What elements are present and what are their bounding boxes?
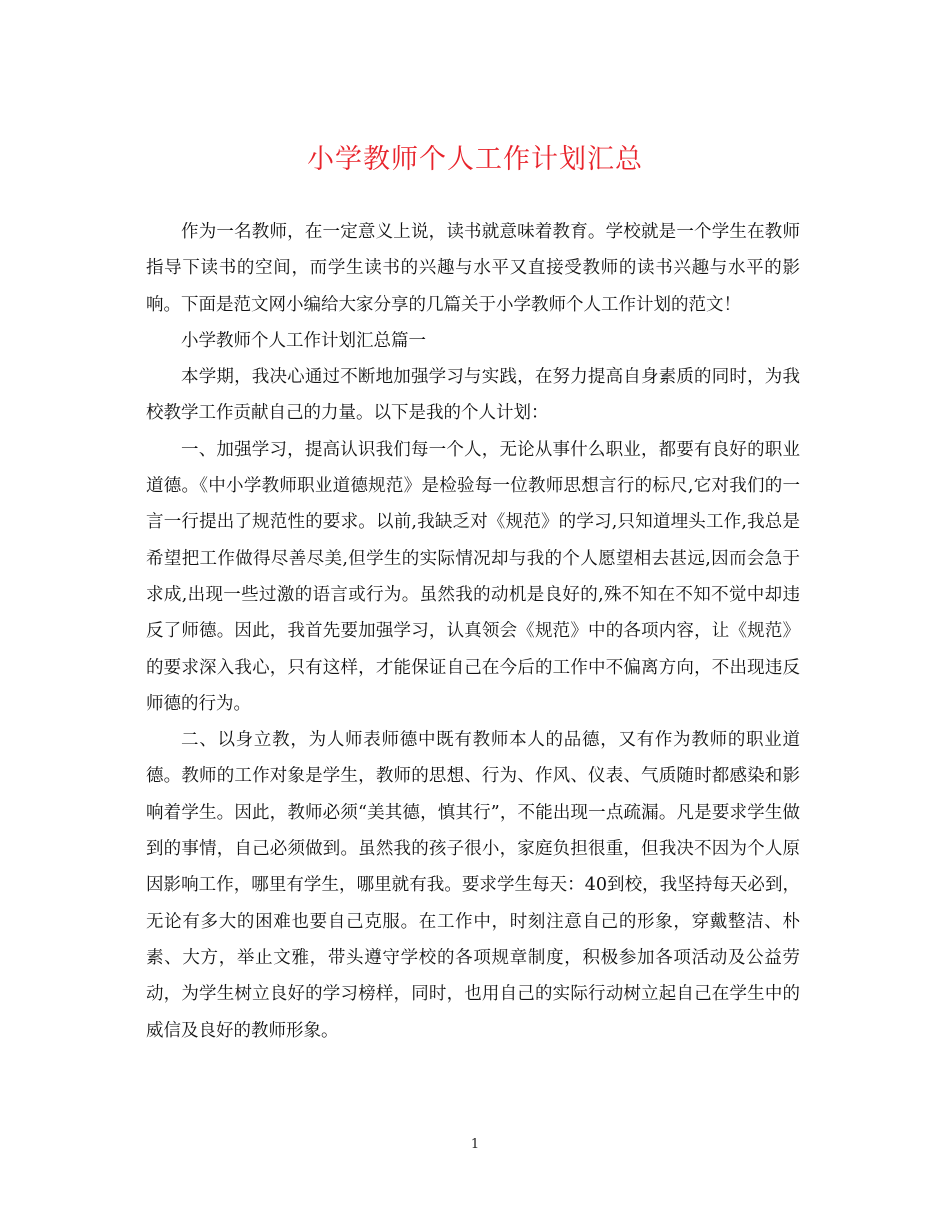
intro-paragraph: 作为一名教师，在一定意义上说，读书就意味着教育。学校就是一个学生在教师指导下读书的空间，而学生读书的兴趣与水平又直接受教师的读书兴趣与水平的影响。下面是范文网小编给大家分享的几篇关于小学教师个人工作计划的范文！ [146,222,800,315]
document-body [146,214,800,1049]
document-title: 小学教师个人工作计划汇总 [307,144,643,175]
plan-intro-paragraph: 本学期，我决心通过不断地加强学习与实践，在努力提高自身素质的同时，为我校教学工作贡献自己的力量。以下是我的个人计划： [146,367,800,424]
point-one-paragraph: 一、加强学习，提高认识我们每一个人，无论从事什么职业，都要有良好的职业道德。《中小学教师职业道德规范》是检验每一位教师思想言行的标尺,它对我们的一言一行提出了规范性的要求。以前,我缺乏对《规范》的学习,只知道埋头工作,我总是希望把工作做得尽善尽美,但学生的实际情况却与我的个人愿望相去甚远,因而会急于求成,出现一些过激的语言或行为。虽然我的动机是良好的,殊不知在不知不觉中却违反了师德。因此，我首先要加强学习，认真领会《规范》中的各项内容，让《规范》的要求深入我心，只有这样，才能保证自己在今后的工作中不偏离方向，不出现违反师德的行为。 [146,439,800,714]
section-heading: 小学教师个人工作计划汇总篇一 [181,330,426,351]
page-number: 1 [470,1137,480,1152]
point-two-paragraph: 二、以身立教，为人师表师德中既有教师本人的品德，又有作为教师的职业道德。教师的工作对象是学生，教师的思想、行为、作风、仪表、气质随时都感染和影响着学生。因此，教师必须“美其德，慎其行”，不能出现一点疏漏。凡是要求学生做到的事情，自己必须做到。虽然我的孩子很小，家庭负担很重，但我决不因为个人原因影响工作，哪里有学生，哪里就有我。要求学生每天：40到校，我坚持每天必到，无论有多大的困难也要自己克服。在工作中，时刻注意自己的形象，穿戴整洁、朴素、大方，举止文雅，带头遵守学校的各项规章制度，积极参加各项活动及公益劳动，为学生树立良好的学习榜样，同时，也用自己的实际行动树立起自己在学生中的威信及良好的教师形象。 [146,730,800,1041]
